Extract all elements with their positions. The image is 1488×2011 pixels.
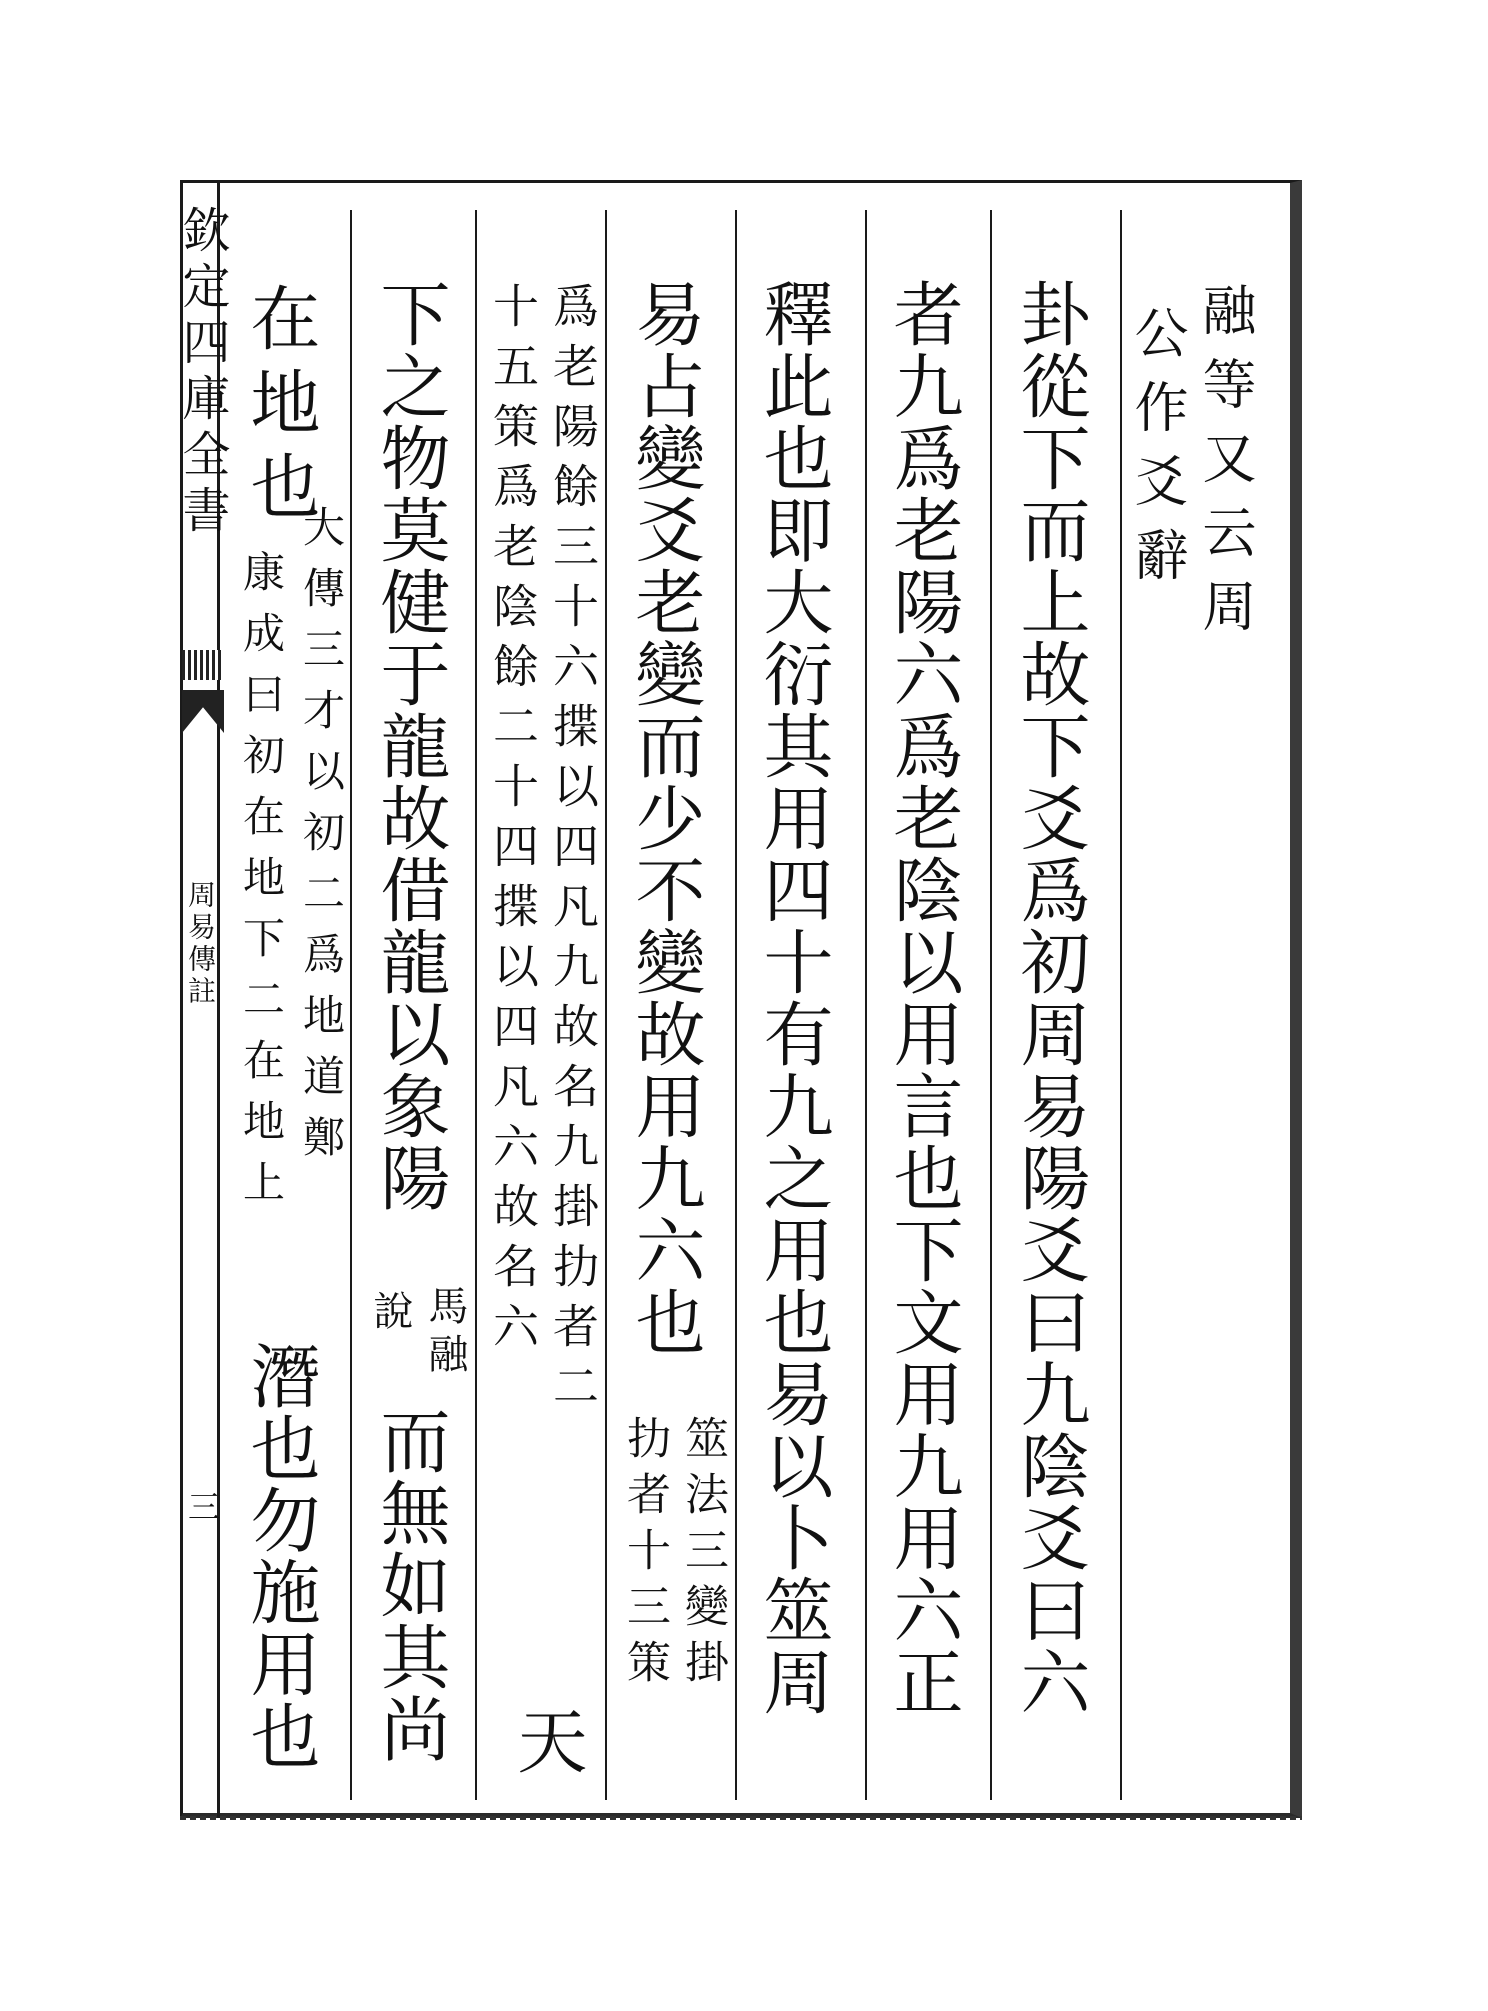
column-6-note-line-1: 爲老陽餘三十六揲以四凡九故名九掛扐者二	[546, 282, 600, 1422]
column-8-main-text-1: 在地也	[239, 282, 321, 534]
column-8-note-line-1: 大傳三才以初二爲地道鄭	[297, 505, 346, 1176]
page-number: 三	[183, 1490, 221, 1522]
column-5-note-line-2: 扐者十三策	[619, 1415, 670, 1695]
column-divider	[605, 210, 607, 1800]
column-divider	[990, 210, 992, 1800]
column-1-note-line-2: 公作爻辭	[1126, 305, 1189, 601]
book-title: 周易傳註	[184, 880, 217, 1008]
column-8-note-line-2: 康成曰初在地下二在地上	[237, 550, 286, 1221]
column-divider	[865, 210, 867, 1800]
column-6-note-line-2: 十五策爲老陰餘二十四揲以四凡六故名六	[486, 282, 540, 1362]
column-7-note-line-2: 說	[367, 1290, 413, 1338]
column-7-main-text-2: 而無如其尚	[369, 1405, 451, 1765]
bottom-rule	[180, 1816, 1302, 1820]
column-3-main-text: 者九爲老陽六爲老陰以用言也下文用九用六正	[882, 278, 964, 1718]
column-1-note-line-1: 融等又云周	[1194, 282, 1257, 652]
column-divider	[735, 210, 737, 1800]
column-7-main-text-1: 下之物莫健于龍故借龍以象陽	[369, 278, 451, 1214]
collection-title: 欽定四庫全書	[174, 205, 230, 541]
column-8-main-text-2: 潛也勿施用也	[239, 1340, 321, 1772]
column-divider	[475, 210, 477, 1800]
column-5-main-text: 易占變爻老變而少不變故用九六也	[624, 278, 706, 1358]
column-6-main-text: 天	[506, 1705, 588, 1781]
column-4-main-text: 釋此也即大衍其用四十有九之用也易以卜筮周	[752, 278, 834, 1718]
column-5-note-line-1: 筮法三變掛	[677, 1415, 728, 1695]
column-divider	[350, 210, 352, 1800]
column-divider	[1120, 210, 1122, 1800]
column-2-main-text: 卦從下而上故下爻爲初周易陽爻曰九陰爻曰六	[1009, 278, 1091, 1718]
fish-tail-mark	[182, 650, 224, 680]
column-7-note-line-1: 馬融	[422, 1285, 468, 1381]
